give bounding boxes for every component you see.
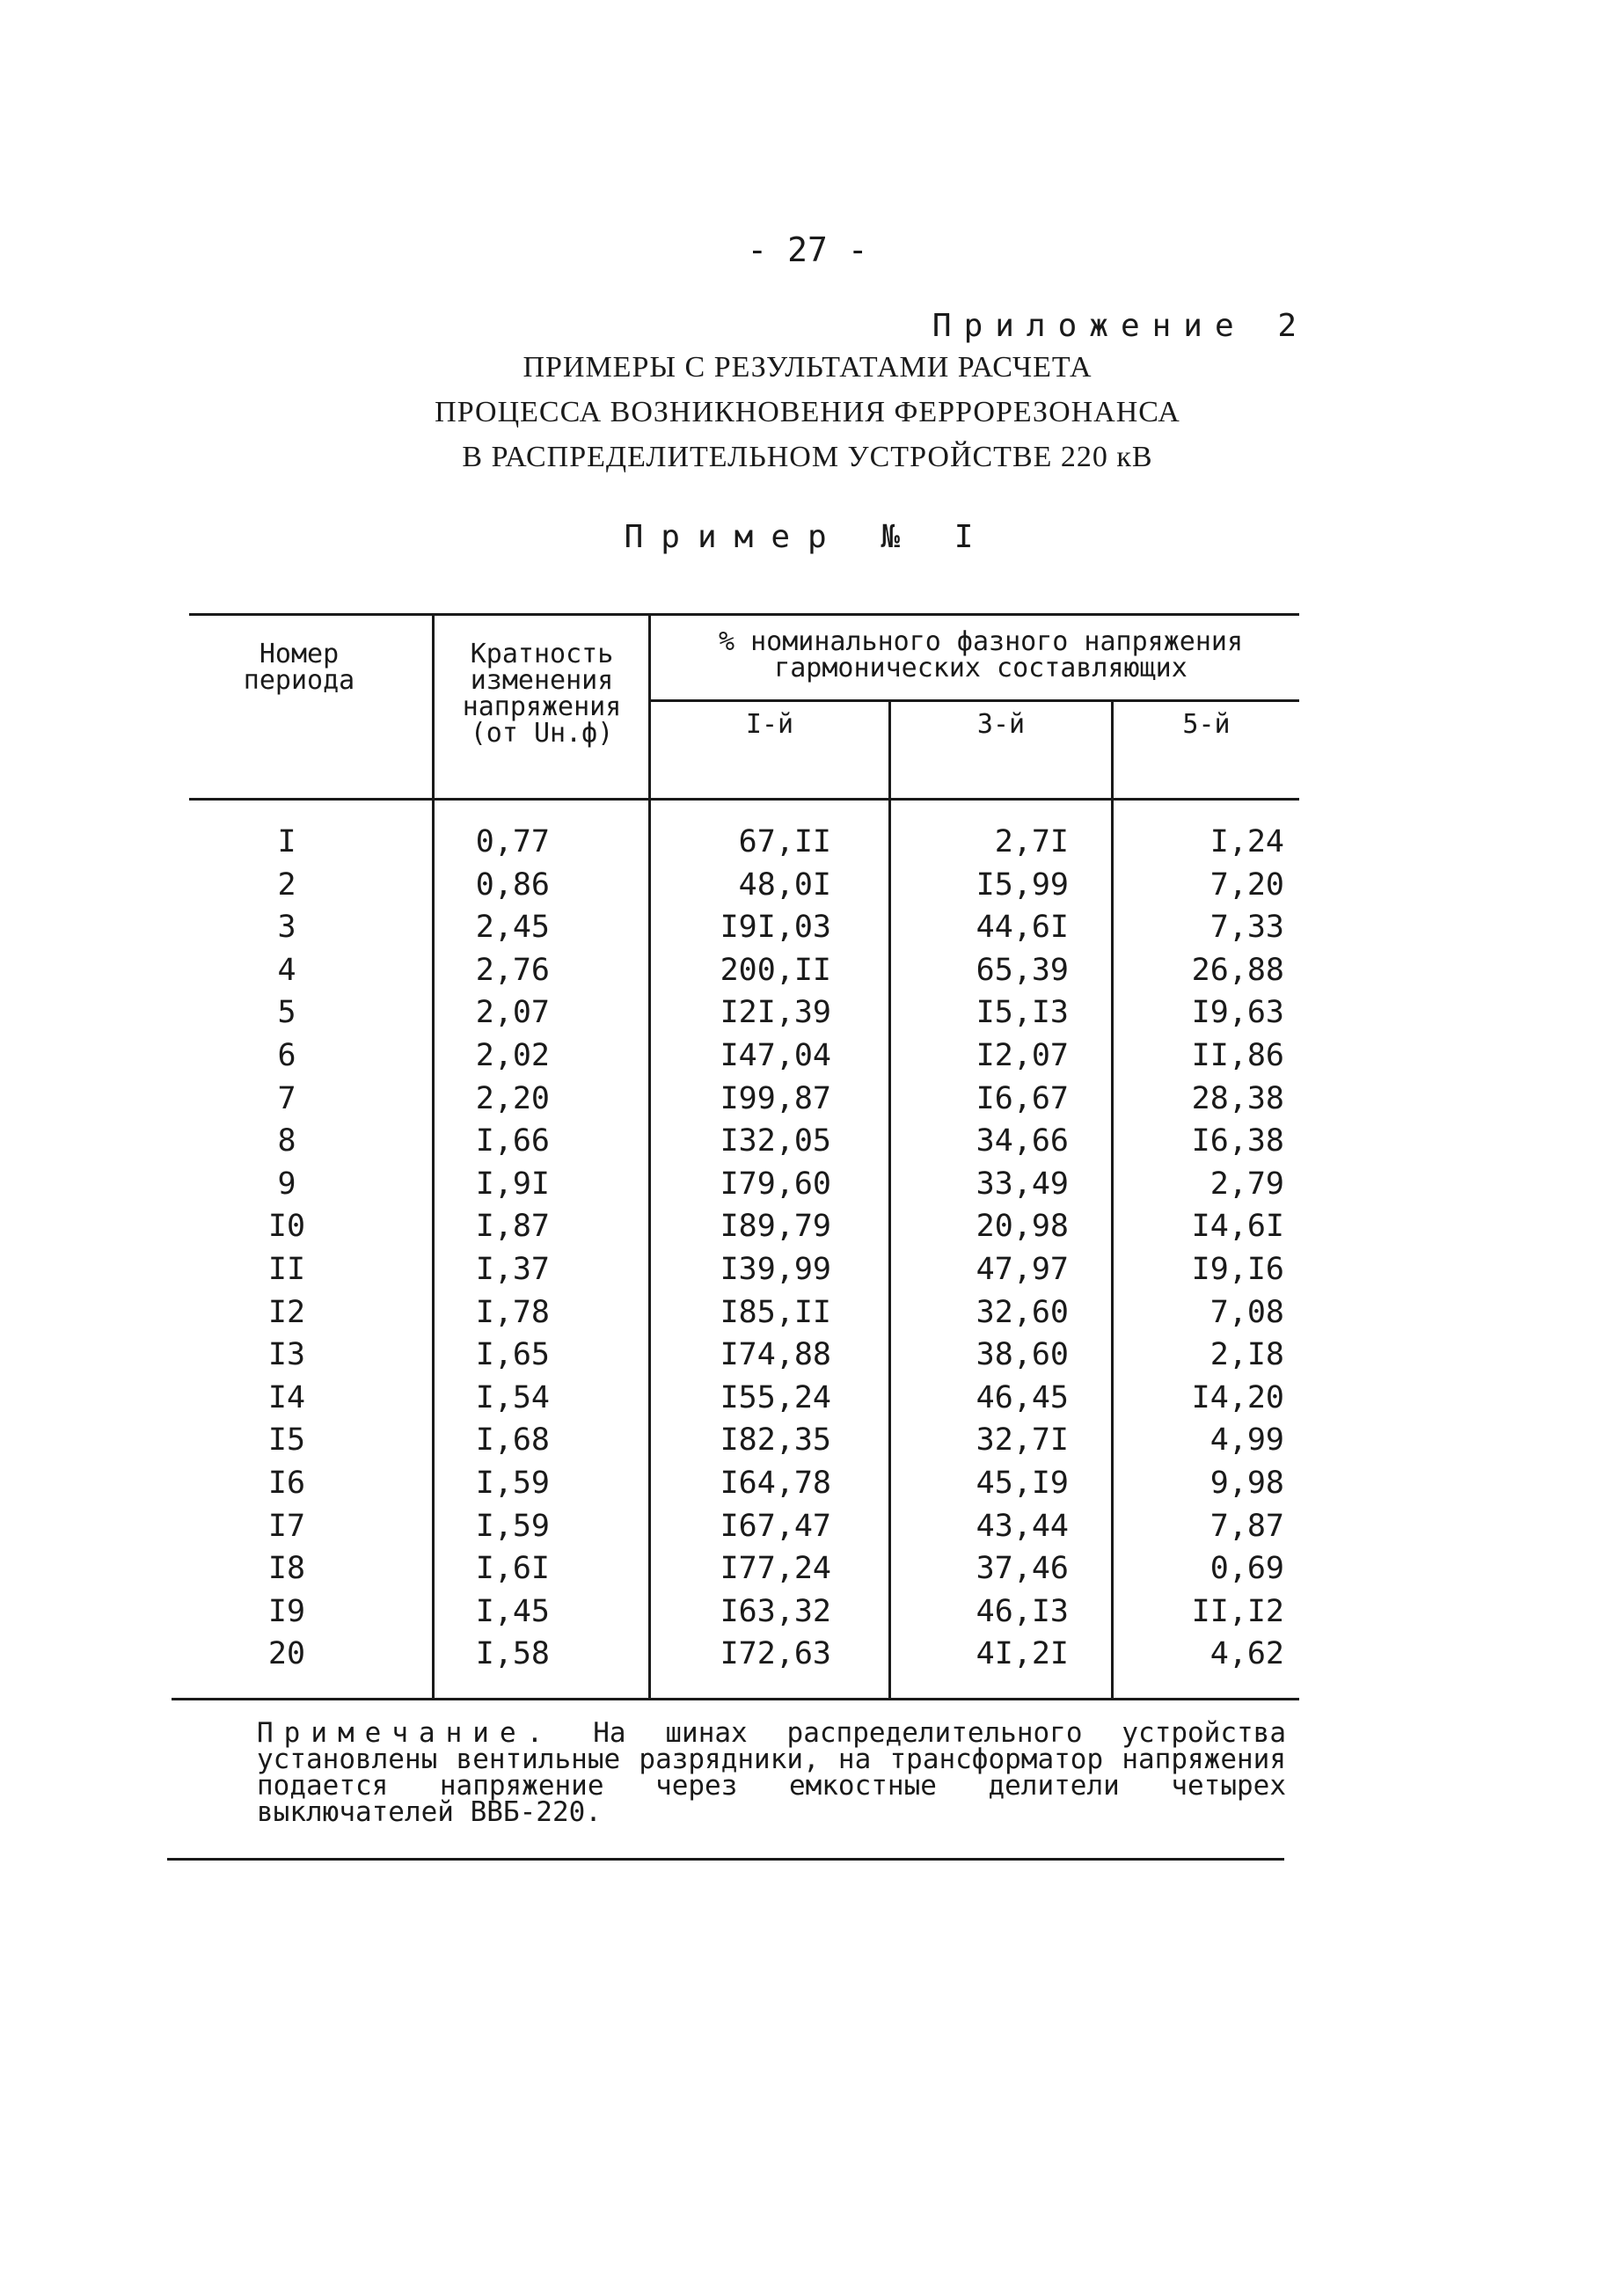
cell-h5: 7,33	[1209, 910, 1284, 946]
table-row	[189, 1078, 1299, 1121]
cell-h3: I6,67	[976, 1080, 1069, 1116]
table-row	[189, 1035, 1299, 1078]
cell-h5: I6,38	[1191, 1123, 1284, 1159]
table-body	[189, 821, 1299, 1676]
cell-h5: 26,88	[1191, 952, 1284, 988]
table-bottom-rule	[172, 1698, 1299, 1700]
cell-multiplicity: 2,76	[475, 952, 550, 988]
title-line: В РАСПРЕДЕЛИТЕЛЬНОМ УСТРОЙСТВЕ 220 кВ	[462, 441, 1153, 473]
cell-h5: 2,79	[1209, 1166, 1284, 1202]
cell-multiplicity: I,45	[475, 1593, 550, 1629]
cell-multiplicity: 2,20	[475, 1080, 550, 1116]
cell-h3: 32,60	[976, 1294, 1069, 1330]
cell-period: I9	[267, 1593, 306, 1629]
header-multiplicity: Кратность изменения напряжения (от Uн.ф)	[462, 639, 622, 749]
cell-h3: 65,39	[976, 952, 1069, 988]
cell-h1: 67,II	[738, 824, 831, 859]
table-row	[189, 821, 1299, 864]
cell-h1: I82,35	[720, 1422, 831, 1459]
appendix-label: Приложение 2	[932, 308, 1309, 344]
cell-h3: 46,I3	[976, 1593, 1069, 1629]
header-h5: 5-й	[1182, 709, 1231, 740]
cell-period: I2	[267, 1294, 306, 1330]
cell-multiplicity: I,37	[475, 1251, 550, 1287]
header-harmonics-group: % номинального фазного напряжения гармонических составляющих	[718, 626, 1244, 684]
cell-h1: I47,04	[720, 1037, 831, 1073]
cell-h5: 2,I8	[1209, 1337, 1284, 1373]
cell-h5: 4,62	[1209, 1636, 1284, 1672]
table-row	[189, 1120, 1299, 1163]
cell-h3: 43,44	[976, 1508, 1069, 1544]
cell-period: 4	[277, 952, 296, 988]
table-top-rule	[189, 613, 1299, 616]
cell-period: I7	[267, 1508, 306, 1544]
table-row	[189, 1205, 1299, 1248]
cell-h1: I72,63	[720, 1636, 831, 1672]
cell-multiplicity: I,59	[475, 1508, 550, 1544]
cell-h5: 7,87	[1209, 1508, 1284, 1544]
cell-period: I6	[267, 1465, 306, 1501]
cell-multiplicity: 2,45	[475, 910, 550, 946]
cell-period: 6	[277, 1037, 296, 1073]
cell-multiplicity: I,68	[475, 1422, 550, 1459]
harmonics-header-rule	[648, 699, 1299, 702]
cell-h5: 28,38	[1191, 1080, 1284, 1116]
cell-period: I5	[267, 1422, 306, 1459]
cell-multiplicity: 2,07	[475, 995, 550, 1031]
table-row	[189, 1163, 1299, 1206]
note-underline	[167, 1858, 1284, 1861]
cell-h1: I9I,03	[720, 910, 831, 946]
cell-h1: I2I,39	[720, 995, 831, 1031]
cell-h3: 44,6I	[976, 910, 1069, 946]
note	[257, 1717, 1287, 1828]
cell-h1: I63,32	[720, 1593, 831, 1629]
cell-h1: I77,24	[720, 1551, 831, 1587]
note-text: На шинах распределительного устройства установлены вентильные разрядники, на трансформатор напряжения подается напряжение через емкостные делители четырех выключателей ВВБ-220.	[257, 1717, 1287, 1828]
cell-multiplicity: I,66	[475, 1123, 550, 1159]
header-bottom-rule	[189, 798, 1299, 801]
cell-h1: I39,99	[720, 1251, 831, 1287]
cell-h5: II,I2	[1191, 1593, 1284, 1629]
cell-multiplicity: I,9I	[475, 1166, 550, 1202]
table-row	[189, 1377, 1299, 1420]
table-row	[189, 1419, 1299, 1462]
cell-h5: 7,20	[1209, 866, 1284, 903]
page-number: - 27 -	[747, 230, 868, 269]
document-title	[0, 345, 1615, 479]
cell-period: 5	[277, 995, 296, 1031]
header-period: Номер периода	[243, 639, 355, 696]
cell-multiplicity: I,58	[475, 1636, 550, 1672]
table-row	[189, 1590, 1299, 1634]
cell-period: 7	[277, 1080, 296, 1116]
cell-multiplicity: 0,77	[475, 824, 550, 859]
header-h3: 3-й	[976, 709, 1026, 740]
cell-h3: I2,07	[976, 1037, 1069, 1073]
title-line: ПРОЦЕССА ВОЗНИКНОВЕНИЯ ФЕРРОРЕЗОНАНСА	[435, 396, 1180, 428]
cell-period: 8	[277, 1123, 296, 1159]
cell-period: 3	[277, 910, 296, 946]
table-row	[189, 1291, 1299, 1334]
cell-period: 20	[267, 1636, 306, 1672]
cell-period: I3	[267, 1337, 306, 1373]
cell-h3: 34,66	[976, 1123, 1069, 1159]
cell-period: 9	[277, 1166, 296, 1202]
cell-h3: 2,7I	[994, 824, 1069, 859]
cell-h1: I74,88	[720, 1337, 831, 1373]
cell-h3: 45,I9	[976, 1465, 1069, 1501]
cell-multiplicity: I,59	[475, 1465, 550, 1501]
cell-multiplicity: 0,86	[475, 866, 550, 903]
cell-h3: 20,98	[976, 1209, 1069, 1245]
cell-period: I4	[267, 1379, 306, 1415]
cell-h3: 32,7I	[976, 1422, 1069, 1459]
table-row	[189, 1334, 1299, 1377]
cell-h5: I4,20	[1191, 1379, 1284, 1415]
cell-h3: I5,99	[976, 866, 1069, 903]
cell-h1: I79,60	[720, 1166, 831, 1202]
title-line: ПРИМЕРЫ С РЕЗУЛЬТАТАМИ РАСЧЕТА	[522, 351, 1092, 384]
cell-h5: I9,I6	[1191, 1251, 1284, 1287]
cell-multiplicity: I,54	[475, 1379, 550, 1415]
cell-h5: I9,63	[1191, 995, 1284, 1031]
cell-period: II	[267, 1251, 306, 1287]
cell-h1: I32,05	[720, 1123, 831, 1159]
table-row	[189, 1633, 1299, 1676]
table-row	[189, 1505, 1299, 1548]
cell-h5: 4,99	[1209, 1422, 1284, 1459]
table-row	[189, 1462, 1299, 1505]
cell-h1: 200,II	[720, 952, 831, 988]
cell-h5: II,86	[1191, 1037, 1284, 1073]
cell-h3: 46,45	[976, 1379, 1069, 1415]
table-row	[189, 1248, 1299, 1291]
table-row	[189, 906, 1299, 949]
cell-h5: I,24	[1209, 824, 1284, 859]
cell-period: I8	[267, 1551, 306, 1587]
cell-h5: I4,6I	[1191, 1209, 1284, 1245]
cell-h3: 37,46	[976, 1551, 1069, 1587]
table-row	[189, 864, 1299, 907]
header-h1: I-й	[745, 709, 794, 740]
cell-h1: I64,78	[720, 1465, 831, 1501]
cell-multiplicity: 2,02	[475, 1037, 550, 1073]
cell-multiplicity: I,78	[475, 1294, 550, 1330]
cell-h3: 4I,2I	[976, 1636, 1069, 1672]
cell-h1: I85,II	[720, 1294, 831, 1330]
cell-h1: I99,87	[720, 1080, 831, 1116]
cell-period: 2	[277, 866, 296, 903]
table-row	[189, 1547, 1299, 1590]
cell-h1: I89,79	[720, 1209, 831, 1245]
cell-h5: 0,69	[1209, 1551, 1284, 1587]
cell-multiplicity: I,87	[475, 1209, 550, 1245]
cell-h3: 38,60	[976, 1337, 1069, 1373]
example-label: Пример № I	[624, 519, 991, 555]
table-row	[189, 991, 1299, 1035]
cell-h3: I5,I3	[976, 995, 1069, 1031]
cell-h1: I67,47	[720, 1508, 831, 1544]
note-label: Примечание.	[257, 1717, 554, 1749]
cell-h5: 7,08	[1209, 1294, 1284, 1330]
cell-period: I	[277, 824, 296, 859]
cell-h3: 47,97	[976, 1251, 1069, 1287]
cell-period: I0	[267, 1209, 306, 1245]
table-row	[189, 949, 1299, 992]
cell-multiplicity: I,6I	[475, 1551, 550, 1587]
cell-h1: 48,0I	[738, 866, 831, 903]
cell-multiplicity: I,65	[475, 1337, 550, 1373]
cell-h1: I55,24	[720, 1379, 831, 1415]
cell-h5: 9,98	[1209, 1465, 1284, 1501]
cell-h3: 33,49	[976, 1166, 1069, 1202]
